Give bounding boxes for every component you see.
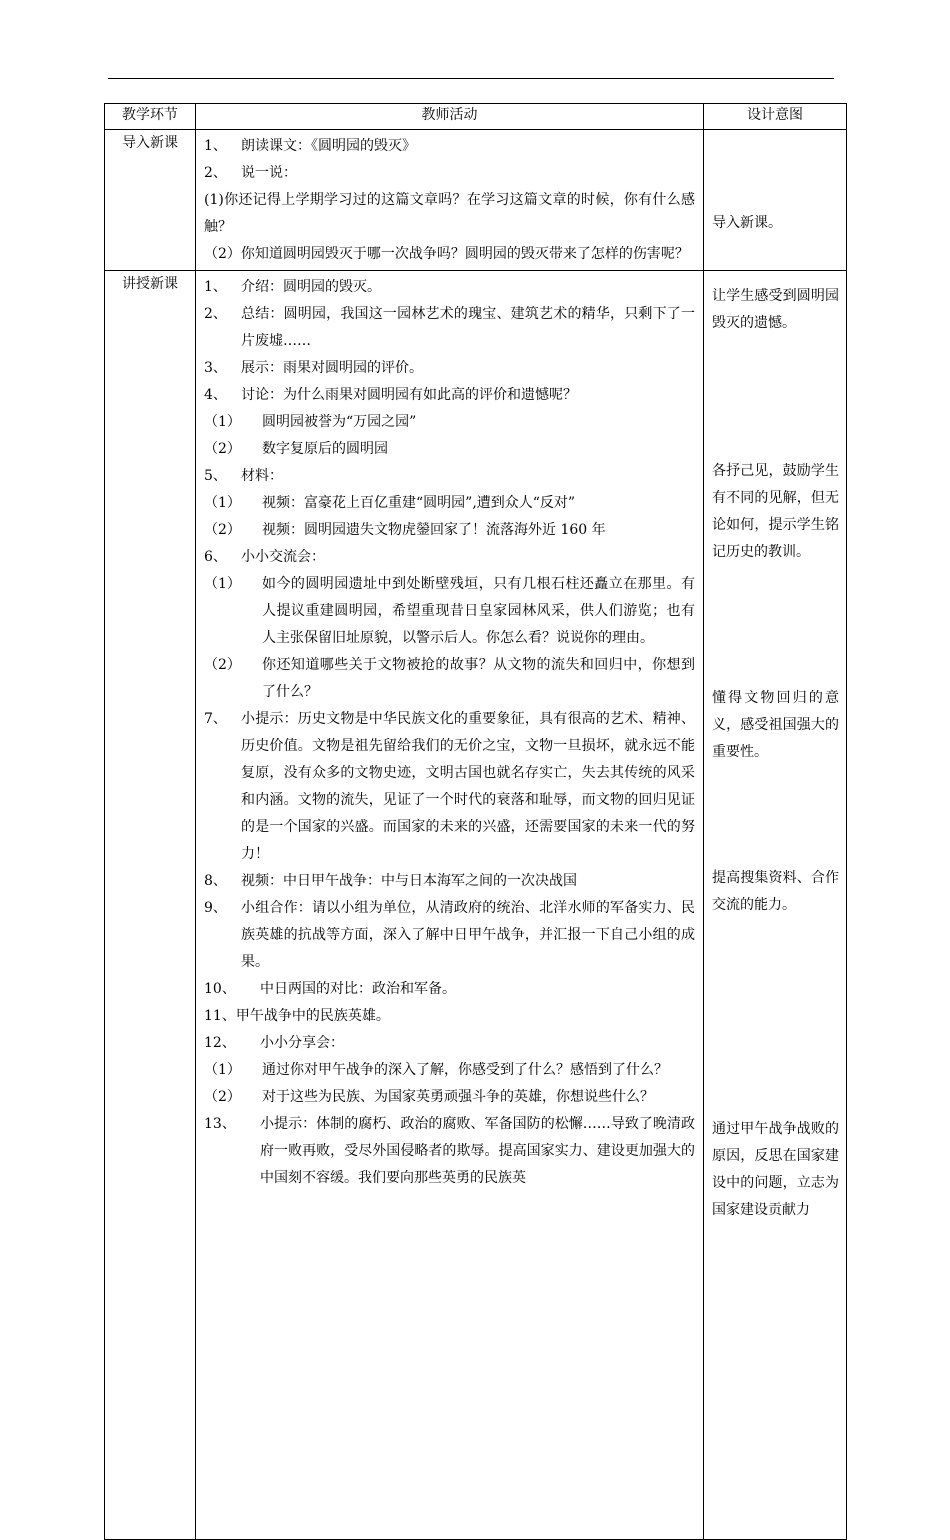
header-stage: 教学环节 (105, 104, 196, 130)
intro-activity (196, 130, 704, 271)
list-item: 7、 小提示：历史文物是中华民族文化的重要象征，具有很高的艺术、精神、历史价值。文物是祖先留给我们的无价之宝，文物一旦损坏，就永远不能复原，没有众多的文物史迹，文明古国也就名存实亡，失去其传统的风采和内涵。文物的流失，见证了一个时代的衰落和耻辱，而文物的回归见证的是一个国家的兴盛。而国家的未来的兴盛，还需要国家的未来一代的努力！ (204, 711, 695, 862)
purpose-text: 各抒己见，鼓励学生有不同的见解，但无论如何，提示学生铭记历史的教训。 (712, 463, 839, 560)
list-item: 1、 朗读课文：《圆明园的毁灭》 (204, 138, 416, 154)
list-item: （2） 你还知道哪些关于文物被抢的故事？从文物的流失和回归中，你想到了什么？ (204, 657, 695, 700)
list-item: 11、 甲午战争中的民族英雄。 (204, 1008, 390, 1024)
list-item: 5、 材料： (204, 468, 283, 484)
lesson-purpose (704, 271, 847, 1540)
list-item: （2） 对于这些为民族、为国家英勇顽强斗争的英雄，你想说些什么？ (204, 1089, 654, 1105)
purpose-text: 通过甲午战争战败的原因，反思在国家建设中的问题，立志为国家建设贡献力 (712, 1121, 839, 1218)
intro-purpose (704, 130, 847, 271)
list-item: （1） 视频：富豪花上百亿重建“圆明园”,遭到众人“反对” (204, 495, 576, 511)
question-1: (1)你还记得上学期学习过的这篇文章吗？在学习这篇文章的时候，你有什么感触？ (204, 192, 695, 235)
purpose-text: 让学生感受到圆明园毁灭的遗憾。 (712, 288, 839, 331)
lesson-row (105, 271, 847, 1540)
purpose-text: 提高搜集资料、合作交流的能力。 (712, 870, 839, 913)
list-item: （1） 如今的圆明园遗址中到处断壁残垣，只有几根石柱还矗立在那里。有人提议重建圆明园，希望重现昔日皇家园林风采，供人们游览；也有人主张保留旧址原貌，以警示后人。你怎么看？说说你的理由。 (204, 576, 695, 646)
list-item: （2） 视频：圆明园遗失文物虎鎣回家了！流落海外近 160 年 (204, 522, 606, 538)
header-activity: 教师活动 (196, 104, 704, 130)
stage-lesson: 讲授新课 (105, 271, 196, 1540)
table-header-row (105, 104, 847, 130)
header-purpose: 设计意图 (704, 104, 847, 130)
intro-row (105, 130, 847, 271)
question-2: （2）你知道圆明园毁灭于哪一次战争吗？圆明园的毁灭带来了怎样的伤害呢？ (204, 246, 689, 262)
header-rule (108, 78, 834, 79)
list-item: 4、 讨论：为什么雨果对圆明园有如此高的评价和遗憾呢？ (204, 387, 577, 403)
list-item: 12、 小小分享会： (204, 1035, 344, 1051)
list-item: 2、 总结：圆明园，我国这一园林艺术的瑰宝、建筑艺术的精华，只剩下了一片废墟…… (204, 306, 695, 349)
list-item: （2） 数字复原后的圆明园 (204, 441, 388, 457)
purpose-text: 懂得文物回归的意义，感受祖国强大的重要性。 (712, 690, 839, 760)
lesson-plan-table (104, 103, 847, 1540)
list-item: 10、 中日两国的对比：政治和军备。 (204, 981, 456, 997)
list-item: 3、 展示：雨果对圆明园的评价。 (204, 360, 423, 376)
list-item: 1、 介绍：圆明园的毁灭。 (204, 279, 381, 295)
list-item: 9、 小组合作：请以小组为单位，从清政府的统治、北洋水师的军备实力、民族英雄的抗战等方面，深入了解中日甲午战争，并汇报一下自己小组的成果。 (204, 900, 695, 970)
list-item: 8、 视频：中日甲午战争：中与日本海军之间的一次决战国 (204, 873, 577, 889)
list-item: 6、 小小交流会： (204, 549, 325, 565)
lesson-activity (196, 271, 704, 1540)
list-item: 2、 说一说： (204, 165, 297, 181)
list-item: （1） 通过你对甲午战争的深入了解，你感受到了什么？感悟到了什么？ (204, 1062, 668, 1078)
list-item: 13、 小提示：体制的腐朽、政治的腐败、军备国防的松懈……导致了晚清政府一败再败，受尽外国侵略者的欺辱。提高国家实力、建设更加强大的中国刻不容缓。我们要向那些英勇的民族英 (204, 1116, 695, 1186)
purpose-text: 导入新课。 (712, 215, 782, 231)
list-item: （1） 圆明园被誉为“万园之园” (204, 414, 417, 430)
stage-intro: 导入新课 (105, 130, 196, 271)
